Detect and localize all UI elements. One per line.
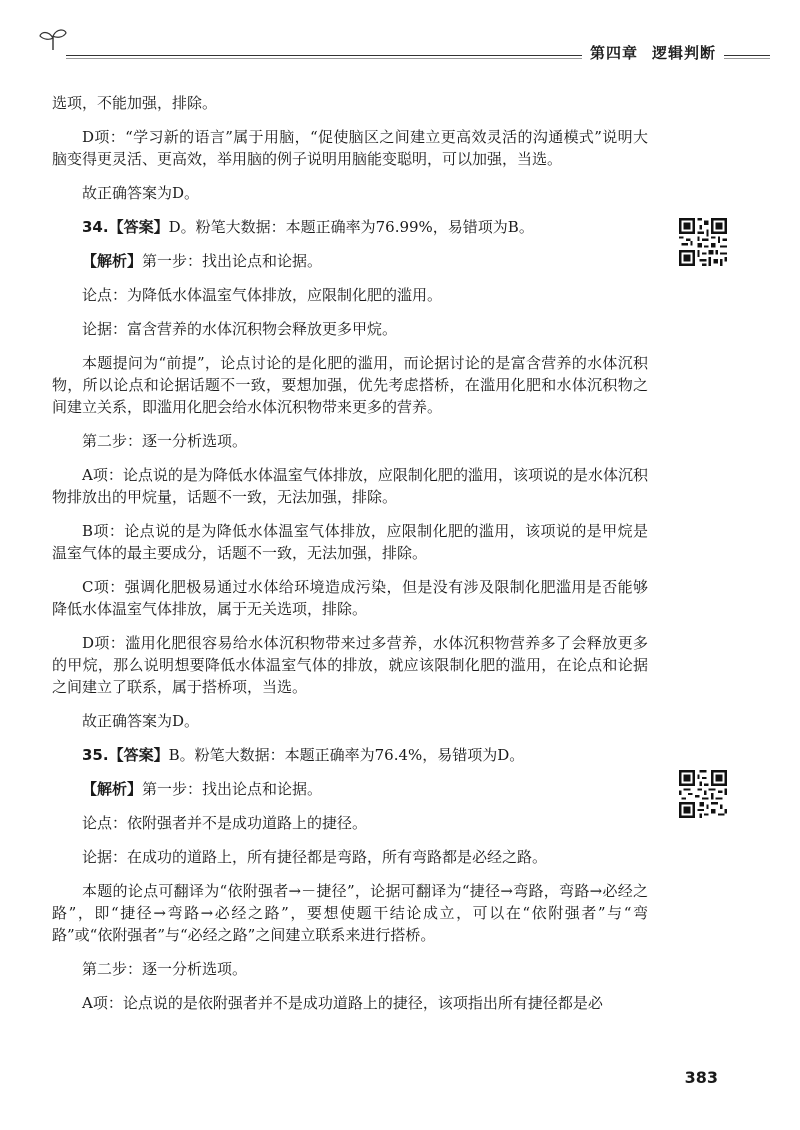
qr-code-icon[interactable] xyxy=(679,218,727,266)
page-number: 383 xyxy=(684,1068,718,1087)
paragraph: 选项，不能加强，排除。 xyxy=(52,94,218,112)
sprout-icon xyxy=(38,26,68,52)
paragraph: A项：论点说的是依附强者并不是成功道路上的捷径，该项指出所有捷径都是必 xyxy=(82,994,603,1012)
paragraph: 论据：在成功的道路上，所有捷径都是弯路，所有弯路都是必经之路。 xyxy=(82,848,548,866)
paragraph: 论据：富含营养的水体沉积物会释放更多甲烷。 xyxy=(82,320,398,338)
paragraph: 论点：依附强者并不是成功道路上的捷径。 xyxy=(82,814,368,832)
answer-label: 34.【答案】 xyxy=(82,218,169,236)
section-label: 逻辑判断 xyxy=(651,44,716,62)
paragraph: A项：论点说的是为降低水体温室气体排放，应限制化肥的滥用，该项说的是水体沉积物排放出的甲烷量，话题不一致，无法加强，排除。 xyxy=(52,466,648,506)
page-body xyxy=(52,92,648,1026)
analysis-34: 【解析】第一步：找出论点和论据。 xyxy=(82,252,323,270)
chapter-heading xyxy=(582,42,724,63)
paragraph: 第二步：逐一分析选项。 xyxy=(82,960,248,978)
paragraph: B项：论点说的是为降低水体温室气体排放，应限制化肥的滥用，该项说的是甲烷是温室气体的最主要成分，话题不一致，无法加强，排除。 xyxy=(52,522,648,562)
paragraph: 故正确答案为D。 xyxy=(82,712,200,730)
paragraph: 论点：为降低水体温室气体排放，应限制化肥的滥用。 xyxy=(82,286,443,304)
paragraph: D项：滥用化肥很容易给水体沉积物带来过多营养，水体沉积物营养多了会释放更多的甲烷，那么说明想要降低水体温室气体的排放，就应该限制化肥的滥用，在论点和论据之间建立了联系，属于搭桥项，当选。 xyxy=(52,634,648,696)
paragraph: C项：强调化肥极易通过水体给环境造成污染，但是没有涉及限制化肥滥用是否能够降低水体温室气体排放，属于无关选项，排除。 xyxy=(52,578,648,618)
analysis-label: 【解析】 xyxy=(82,252,143,270)
paragraph: 本题的论点可翻译为“依附强者→－捷径”，论据可翻译为“捷径→弯路，弯路→必经之路”，即“捷径→弯路→必经之路”，要想使题干结论成立，可以在“依附强者”与“弯路”或“依附强者”与“必经之路”之间建立联系来进行搭桥。 xyxy=(52,882,648,944)
paragraph: 第二步：逐一分析选项。 xyxy=(82,432,248,450)
page-header xyxy=(38,24,770,64)
paragraph: D项：“学习新的语言”属于用脑，“促使脑区之间建立更高效灵活的沟通模式”说明大脑变得更灵活、更高效，举用脑的例子说明用脑能变聪明，可以加强，当选。 xyxy=(52,128,648,168)
answer-34: 34.【答案】D。粉笔大数据：本题正确率为76.99%，易错项为B。 xyxy=(82,218,534,236)
qr-code-icon[interactable] xyxy=(679,770,727,818)
answer-label: 35.【答案】 xyxy=(82,746,169,764)
paragraph: 本题提问为“前提”，论点讨论的是化肥的滥用，而论据讨论的是富含营养的水体沉积物，所以论点和论据话题不一致，要想加强，优先考虑搭桥，在滥用化肥和水体沉积物之间建立关系，即滥用化肥会给水体沉积物带来更多的营养。 xyxy=(52,354,648,416)
paragraph: 故正确答案为D。 xyxy=(82,184,200,202)
analysis-35: 【解析】第一步：找出论点和论据。 xyxy=(82,780,323,798)
chapter-label: 第四章 xyxy=(589,44,638,62)
answer-35: 35.【答案】B。粉笔大数据：本题正确率为76.4%，易错项为D。 xyxy=(82,746,525,764)
analysis-label: 【解析】 xyxy=(82,780,143,798)
